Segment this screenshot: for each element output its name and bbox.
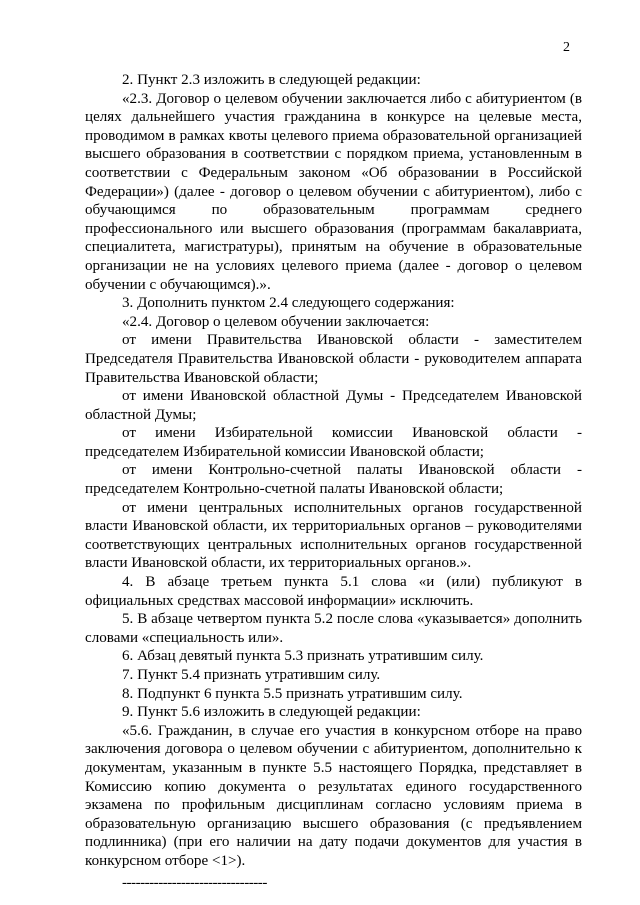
paragraph-duma: от имени Ивановской областной Думы - Председателем Ивановской областной Думы; — [85, 388, 582, 423]
paragraph-clause-2-4: «2.4. Договор о целевом обучении заключается: — [122, 313, 430, 330]
paragraph-audit-chamber: от имени Контрольно-счетной палаты Ивановской области - председателем Контрольно-счетной палаты Ивановской области; — [85, 462, 582, 498]
paragraph-clause-2-3: «2.3. Договор о целевом обучении заключается либо с абитуриентом (в целях дальнейшего участия гражданина в конкурсе на целевые места, проводимом в рамках квоты целевого приема образовательной организацией высшего образования в соответствии с порядком приема, установленным в соответствии с Федеральным законом «Об образовании в Российской Федерации») (далее - договор о целевом обучении с абитуриентом), либо с обучающимся по образовательным программам среднего профессионального или высшего образования (программам бакалавриата, специалитета, магистратуры), принятым на обучение в образовательные организации не на условиях целевого приема (далее - договор о целевом обучении с обучающимся).». — [85, 90, 582, 293]
paragraph-item-6: 6. Абзац девятый пункта 5.3 признать утратившим силу. — [122, 648, 484, 665]
paragraph-item-4: 4. В абзаце третьем пункта 5.1 слова «и (или) публикуют в официальных средствах массовой информации» исключить. — [85, 574, 582, 609]
paragraph-item-8: 8. Подпункт 6 пункта 5.5 признать утратившим силу. — [122, 685, 463, 702]
paragraph-election-commission: от имени Избирательной комиссии Ивановской области - председателем Избирательной комиссии Ивановской области; — [85, 425, 582, 460]
paragraph-item-9: 9. Пункт 5.6 изложить в следующей редакции: — [122, 704, 421, 721]
paragraph-government: от имени Правительства Ивановской области - заместителем Председателя Правительства Ивановской области - руководителем аппарата Правительства Ивановской области; — [85, 332, 582, 386]
page-number: 2 — [563, 40, 570, 55]
footnote-separator: -------------------------------- — [122, 874, 267, 891]
paragraph-item-2: 2. Пункт 2.3 изложить в следующей редакции: — [122, 72, 421, 88]
paragraph-executive-bodies: от имени центральных исполнительных органов государственной власти Ивановской области, их территориальных органов – руководителями соответствующих центральных исполнительных органов государственной власти Ивановской области, их территориальных органов.». — [85, 499, 582, 572]
paragraph-item-7: 7. Пункт 5.4 признать утратившим силу. — [122, 667, 381, 683]
paragraph-item-3: 3. Дополнить пунктом 2.4 следующего содержания: — [122, 295, 455, 312]
paragraph-clause-5-6: «5.6. Гражданин, в случае его участия в конкурсном отборе на право заключения договора о целевом обучении с абитуриентом, дополнительно к документам, указанным в пункте 5.5 настоящего Порядка, представляет в Комиссию копию документа о результатах единого государственного экзамена по профильным дисциплинам согласно условиям приема в образовательную организацию высшего образования (с предъявлением подлинника) (при его наличии на дату подачи документов для участия в конкурсном отборе <1>). — [85, 722, 582, 869]
document-body — [85, 71, 582, 891]
paragraph-item-5: 5. В абзаце четвертом пункта 5.2 после слова «указывается» дополнить словами «специальность или». — [85, 611, 582, 646]
